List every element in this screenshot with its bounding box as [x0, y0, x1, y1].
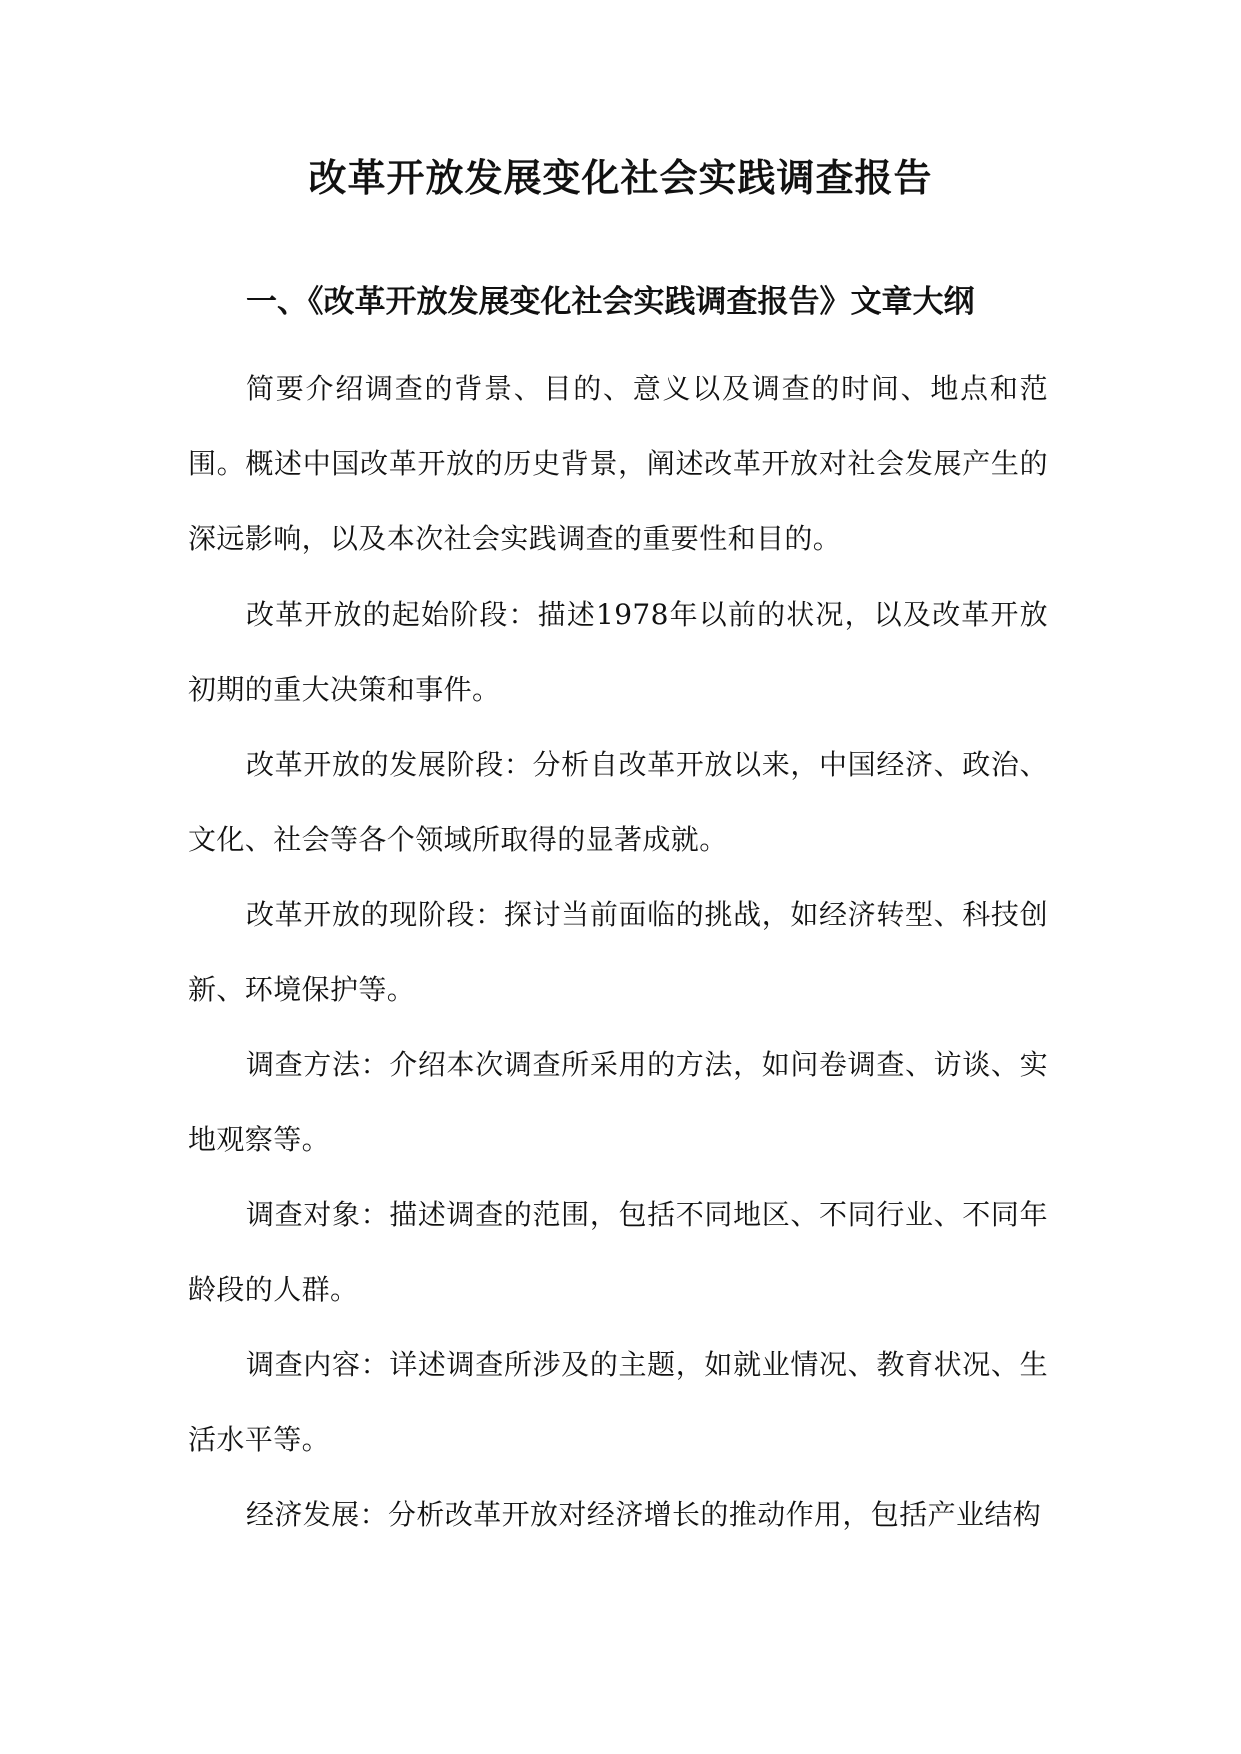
paragraph-economic-development: 经济发展：分析改革开放对经济增长的推动作用，包括产业结构 — [246, 1498, 1042, 1531]
paragraph-survey-subjects: 调查对象：描述调查的范围，包括不同地区、不同行业、不同年龄段的人群。 — [188, 1198, 1048, 1306]
paragraph-initial-stage: 改革开放的起始阶段：描述1978年以前的状况，以及改革开放初期的重大决策和事件。 — [188, 598, 1048, 706]
paragraph-current-stage: 改革开放的现阶段：探讨当前面临的挑战，如经济转型、科技创新、环境保护等。 — [188, 898, 1048, 1006]
document-title: 改革开放发展变化社会实践调查报告 — [308, 155, 933, 200]
paragraph-development-stage: 改革开放的发展阶段：分析自改革开放以来，中国经济、政治、文化、社会等各个领域所取得的显著成就。 — [188, 748, 1048, 856]
paragraph-introduction: 简要介绍调查的背景、目的、意义以及调查的时间、地点和范围。概述中国改革开放的历史背景，阐述改革开放对社会发展产生的深远影响，以及本次社会实践调查的重要性和目的。 — [188, 372, 1048, 555]
section-heading: 一、《改革开放发展变化社会实践调查报告》文章大纲 — [246, 284, 975, 320]
paragraph-survey-methods: 调查方法：介绍本次调查所采用的方法，如问卷调查、访谈、实地观察等。 — [188, 1048, 1048, 1156]
paragraph-survey-content: 调查内容：详述调查所涉及的主题，如就业情况、教育状况、生活水平等。 — [188, 1348, 1048, 1456]
